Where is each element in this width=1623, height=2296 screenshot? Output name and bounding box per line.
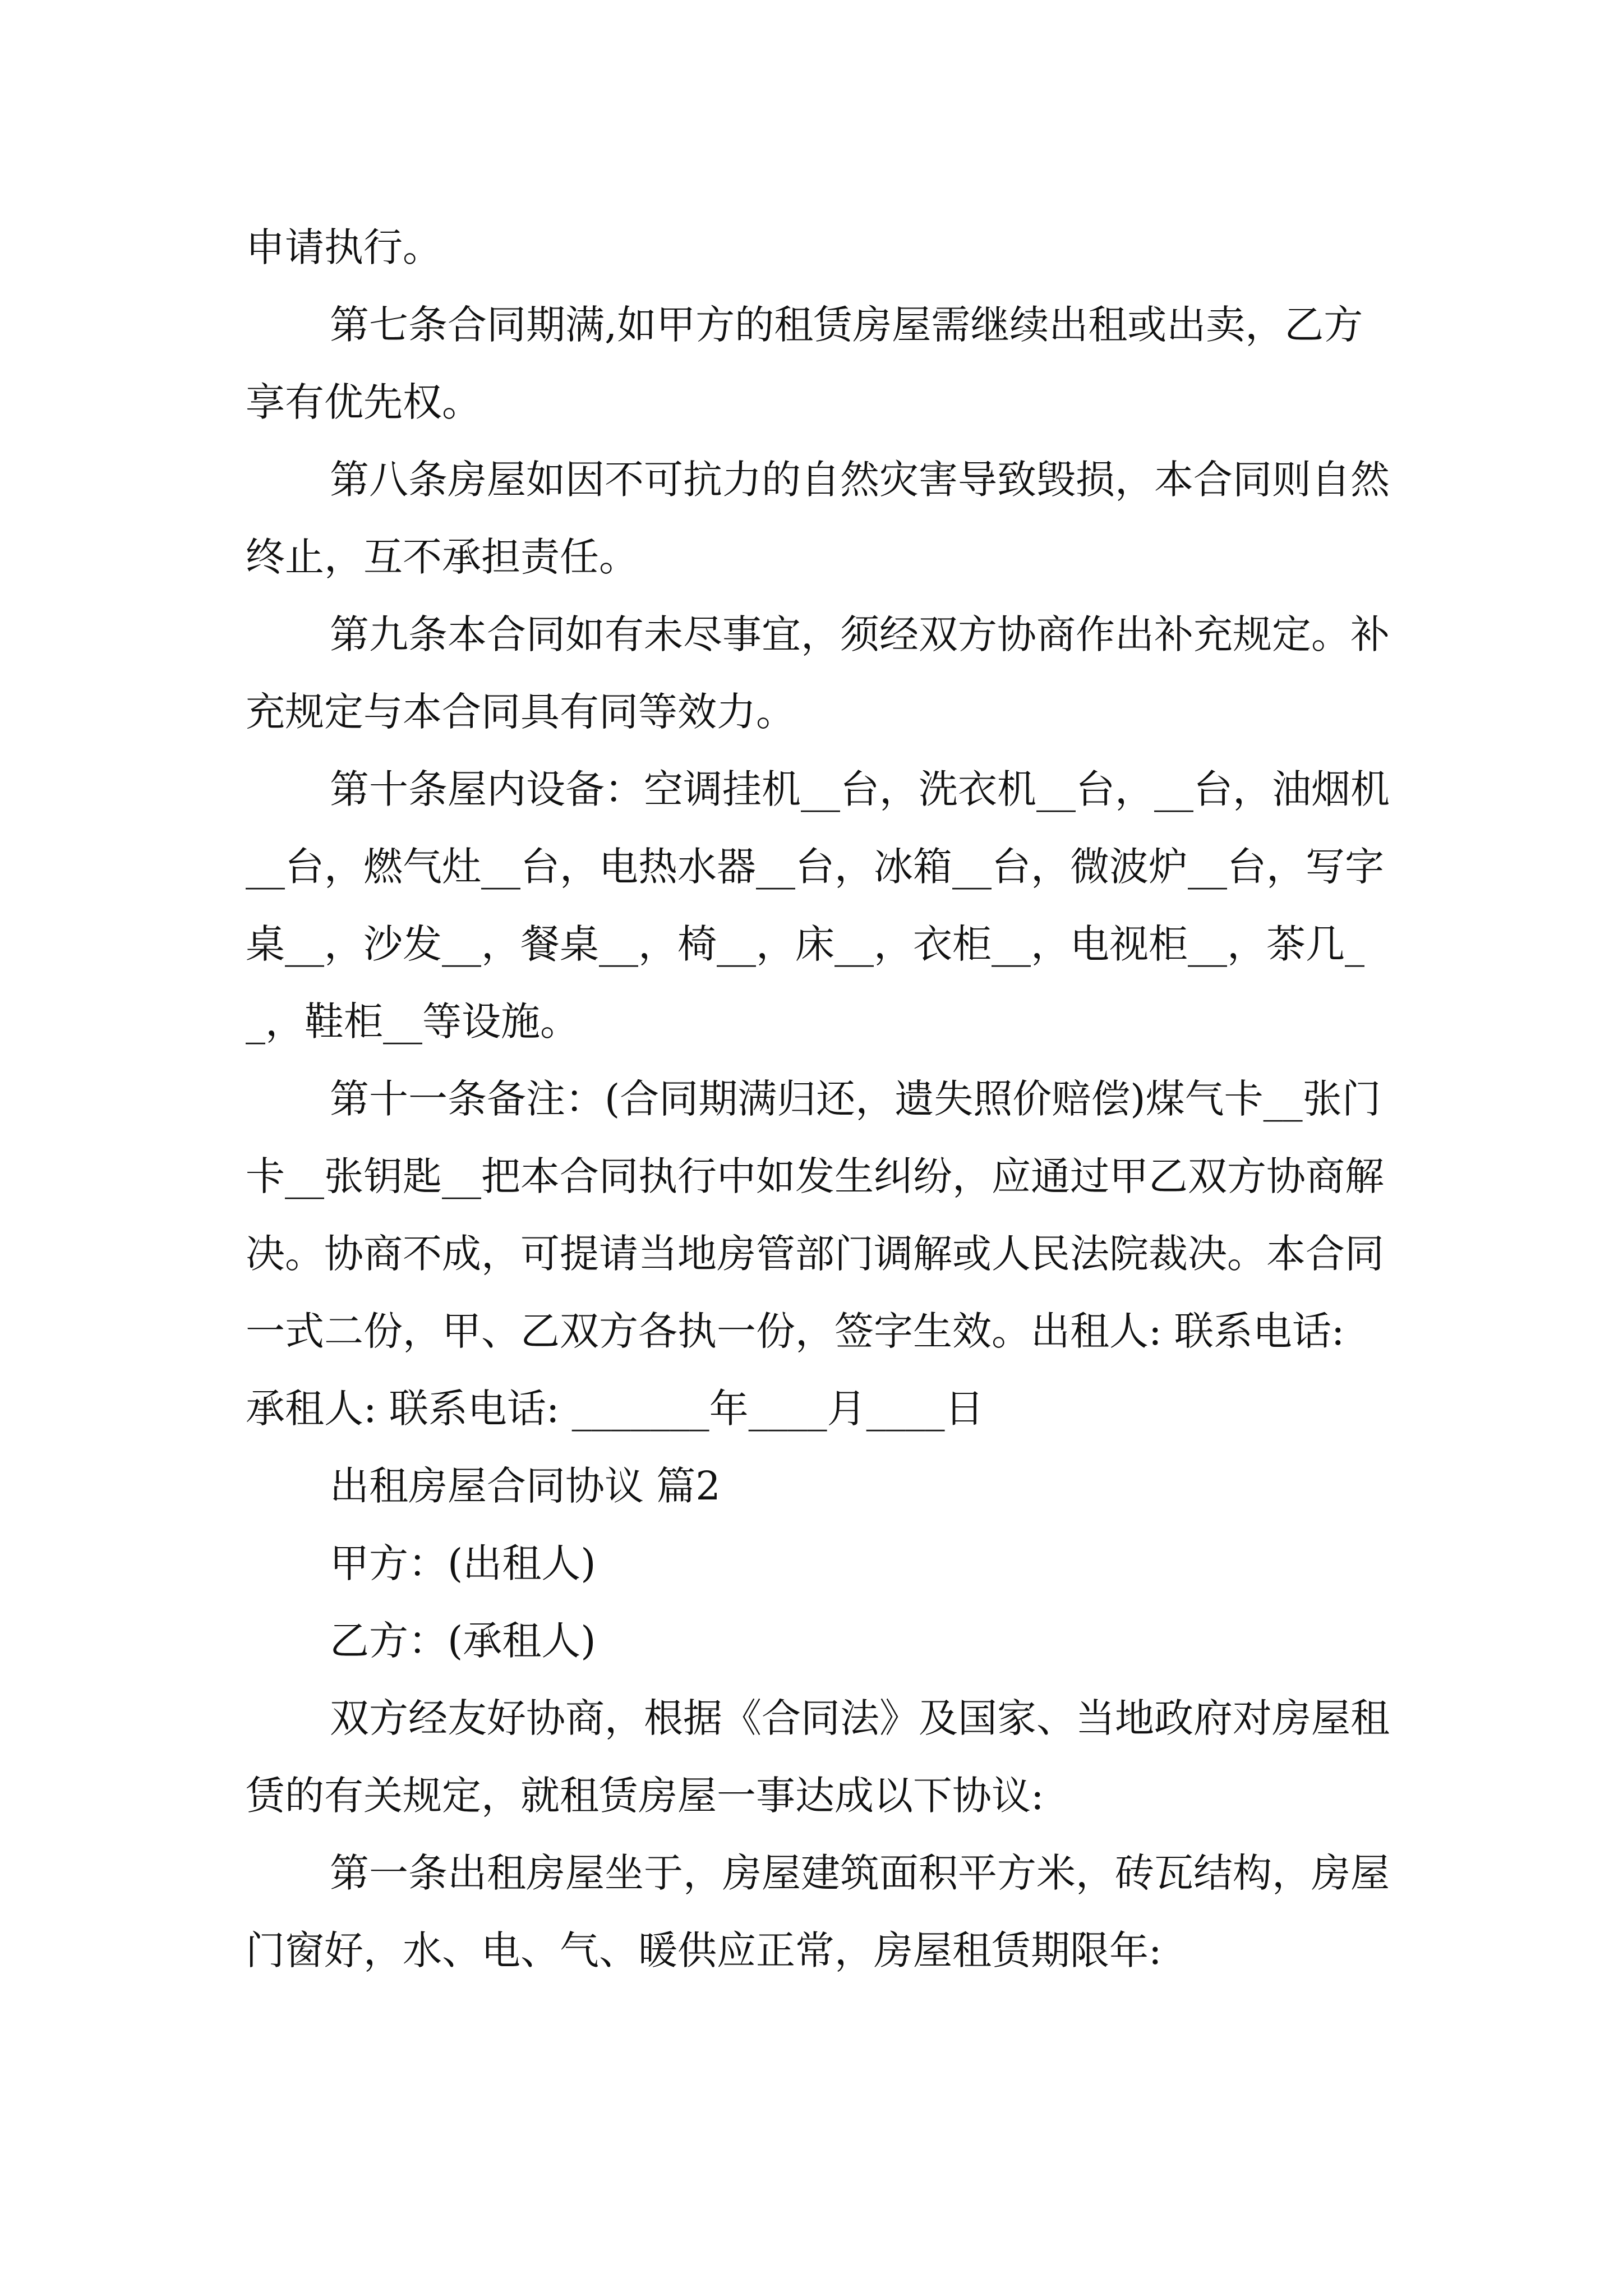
paragraph-article-8: 第八条房屋如因不可抗力的自然灾害导致毁损，本合同则自然终止，互不承担责任。 (246, 457, 1390, 580)
paragraph-article-7: 第七条合同期满,如甲方的租赁房屋需继续出租或出卖，乙方享有优先权。 (246, 302, 1363, 425)
paragraph-preamble: 双方经友好协商，根据《合同法》及国家、当地政府对房屋租赁的有关规定，就租赁房屋一事达成以下协议: (246, 1695, 1390, 1819)
section-title-2: 出租房屋合同协议 篇2 (330, 1463, 721, 1509)
paragraph-article-11: 第十一条备注：(合同期满归还，遗失照价赔偿)煤气卡__张门卡__张钥匙__把本合同执行中如发生纠纷，应通过甲乙双方协商解决。协商不成，可提请当地房管部门调解或人民法院裁决。本合同一式二份，甲、乙双方各执一份，签字生效。出租人: 联系电话: 承租人: 联系电话: _______年____月____日 (246, 1076, 1384, 1432)
paragraph-article-9: 第九条本合同如有未尽事宜，须经双方协商作出补充规定。补充规定与本合同具有同等效力。 (246, 611, 1390, 735)
paragraph-party-b: 乙方：(承租人) (330, 1618, 596, 1664)
paragraph-party-a: 甲方：(出租人) (330, 1540, 596, 1586)
paragraph-article-1: 第一条出租房屋坐于，房屋建筑面积平方米，砖瓦结构，房屋门窗好，水、电、气、暖供应正常，房屋租赁期限年: (246, 1850, 1390, 1973)
paragraph-continuation: 申请执行。 (246, 224, 442, 270)
paragraph-article-10: 第十条屋内设备：空调挂机__台，洗衣机__台，__台，油烟机__台，燃气灶__台，电热水器__台，冰箱__台，微波炉__台，写字桌__，沙发__，餐桌__，椅__，床__，衣柜__，电视柜__，茶几__，鞋柜__等设施。 (246, 766, 1390, 1045)
document-body (246, 209, 1395, 1989)
